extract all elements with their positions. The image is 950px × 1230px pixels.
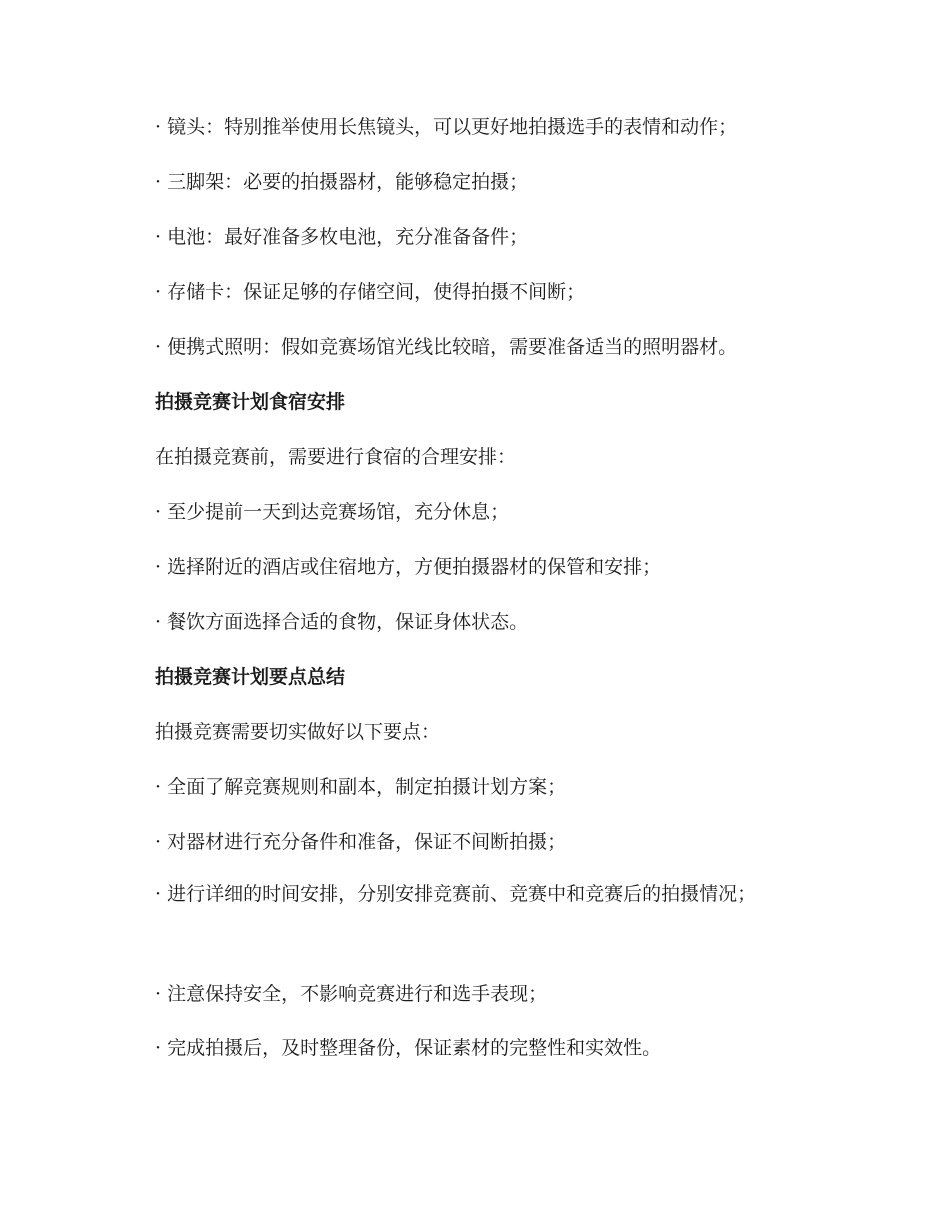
- list-item: · 便携式照明：假如竞赛场馆光线比较暗，需要准备适当的照明器材。: [155, 336, 738, 358]
- list-item: · 餐饮方面选择合适的食物，保证身体状态。: [155, 611, 529, 633]
- list-item: · 完成拍摄后，及时整理备份，保证素材的完整性和实效性。: [155, 1037, 662, 1059]
- section-intro-lodging: 在拍摄竞赛前，需要进行食宿的合理安排：: [155, 446, 517, 468]
- section-intro-summary: 拍摄竞赛需要切实做好以下要点：: [155, 721, 441, 743]
- list-item: · 选择附近的酒店或住宿地方，方便拍摄器材的保管和安排；: [155, 556, 662, 578]
- list-item: · 全面了解竞赛规则和副本，制定拍摄计划方案；: [155, 776, 567, 798]
- section-heading-lodging: 拍摄竞赛计划食宿安排: [155, 391, 346, 413]
- list-item-wrapped: · 进行详细的时间安排，分别安排竞赛前、竞赛中和竞赛后的拍摄情况；: [155, 883, 757, 905]
- list-item: · 镜头：特别推举使用长焦镜头，可以更好地拍摄选手的表情和动作；: [155, 116, 738, 138]
- section-heading-summary: 拍摄竞赛计划要点总结: [155, 666, 346, 688]
- list-item: · 三脚架：必要的拍摄器材，能够稳定拍摄；: [155, 171, 529, 193]
- list-item: · 注意保持安全，不影响竞赛进行和选手表现；: [155, 983, 548, 1005]
- list-item: · 存储卡：保证足够的存储空间，使得拍摄不间断；: [155, 281, 586, 303]
- list-item: · 电池：最好准备多枚电池，充分准备备件；: [155, 226, 529, 248]
- list-item: · 对器材进行充分备件和准备，保证不间断拍摄；: [155, 831, 567, 853]
- list-item: · 至少提前一天到达竞赛场馆，充分休息；: [155, 501, 510, 523]
